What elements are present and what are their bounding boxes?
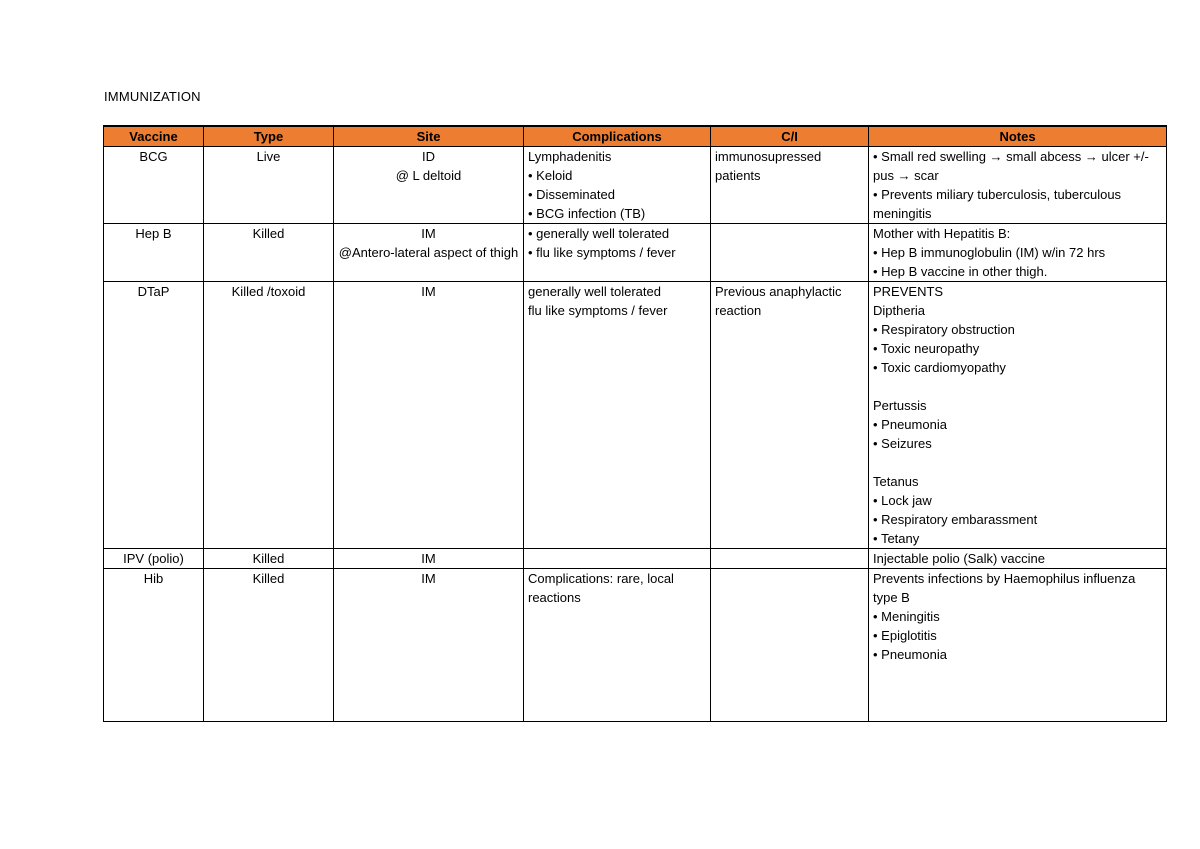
site-line: @ L deltoid — [395, 168, 462, 183]
cell-type: Killed — [204, 224, 334, 282]
complication-bullet: • generally well tolerated — [528, 224, 706, 243]
cell-complications — [524, 282, 711, 549]
cell-ci — [711, 224, 869, 282]
notes-line: Prevents infections by Haemophilus influenza type B — [873, 571, 1136, 605]
cell-site — [334, 549, 524, 569]
cell-type: Killed — [204, 549, 334, 569]
notes-bullet: • Epiglotitis — [873, 626, 1162, 645]
cell-vaccine: Hep B — [104, 224, 204, 282]
site-line: @Antero-lateral aspect of thigh — [338, 245, 519, 260]
header-notes: Notes — [869, 126, 1167, 147]
cell-ci — [711, 549, 869, 569]
cell-site — [334, 282, 524, 549]
cell-notes — [869, 224, 1167, 282]
cell-complications — [524, 549, 711, 569]
document-title: IMMUNIZATION — [104, 89, 201, 104]
notes-bullet: • Prevents miliary tuberculosis, tuberculous meningitis — [873, 185, 1162, 223]
notes-bullet: • Pneumonia — [873, 645, 1162, 664]
notes-spacer — [873, 377, 1162, 396]
cell-ci — [711, 282, 869, 549]
cell-complications — [524, 224, 711, 282]
cell-notes — [869, 569, 1167, 722]
header-complications: Complications — [524, 126, 711, 147]
notes-bullet: • Pneumonia — [873, 415, 1162, 434]
site-line: IM — [421, 226, 436, 241]
cell-vaccine: Hib — [104, 569, 204, 722]
table-row-hib — [104, 569, 1167, 722]
notes-bullet: • Hep B vaccine in other thigh. — [873, 262, 1162, 281]
notes-bullet: • Toxic neuropathy — [873, 339, 1162, 358]
notes-bullet: • Seizures — [873, 434, 1162, 453]
cell-site — [334, 569, 524, 722]
notes-spacer — [873, 453, 1162, 472]
notes-bullet: • Meningitis — [873, 607, 1162, 626]
notes-line: Injectable polio (Salk) vaccine — [873, 551, 1045, 566]
notes-group-name: Diptheria — [873, 303, 926, 318]
notes-group-name: Pertussis — [873, 398, 927, 413]
table-header-row — [104, 126, 1167, 147]
cell-ci — [711, 147, 869, 224]
notes-heading: PREVENTS — [873, 284, 944, 299]
complication-line: generally well tolerated — [528, 284, 661, 299]
ci-line: immunosupressed — [715, 149, 822, 164]
table-row-bcg — [104, 147, 1167, 224]
ci-line: patients — [715, 168, 761, 183]
immunization-table — [103, 125, 1167, 722]
complication-bullet: • BCG infection (TB) — [528, 204, 706, 223]
header-vaccine: Vaccine — [104, 126, 204, 147]
notes-bullet: • Hep B immunoglobulin (IM) w/in 72 hrs — [873, 243, 1162, 262]
site-line: ID — [422, 149, 435, 164]
notes-bullet: • Toxic cardiomyopathy — [873, 358, 1162, 377]
notes-bullet: • Respiratory obstruction — [873, 320, 1162, 339]
cell-notes — [869, 549, 1167, 569]
complication-line: flu like symptoms / fever — [528, 303, 668, 318]
complication-bullet: • Disseminated — [528, 185, 706, 204]
ci-line: Previous anaphylactic — [715, 284, 842, 299]
cell-ci — [711, 569, 869, 722]
ci-line: reaction — [715, 303, 762, 318]
complication-bullet: • flu like symptoms / fever — [528, 243, 706, 262]
header-type: Type — [204, 126, 334, 147]
site-line: IM — [421, 551, 436, 566]
cell-type: Killed — [204, 569, 334, 722]
notes-bullet: • Tetany — [873, 529, 1162, 548]
cell-complications — [524, 147, 711, 224]
notes-line: Mother with Hepatitis B: — [873, 226, 1011, 241]
cell-notes — [869, 147, 1167, 224]
header-ci: C/I — [711, 126, 869, 147]
cell-type: Live — [204, 147, 334, 224]
site-line: IM — [421, 284, 436, 299]
cell-vaccine: BCG — [104, 147, 204, 224]
complication-line: Lymphadenitis — [528, 149, 612, 164]
site-line: IM — [421, 571, 436, 586]
cell-site — [334, 224, 524, 282]
cell-vaccine: DTaP — [104, 282, 204, 549]
cell-notes — [869, 282, 1167, 549]
notes-bullet: • Lock jaw — [873, 491, 1162, 510]
header-site: Site — [334, 126, 524, 147]
cell-vaccine: IPV (polio) — [104, 549, 204, 569]
cell-complications — [524, 569, 711, 722]
table-row-ipv — [104, 549, 1167, 569]
notes-group-name: Tetanus — [873, 474, 919, 489]
complication-bullet: • Keloid — [528, 166, 706, 185]
cell-type: Killed /toxoid — [204, 282, 334, 549]
table-row-dtap — [104, 282, 1167, 549]
notes-bullet: • Respiratory embarassment — [873, 510, 1162, 529]
complication-line: Complications: rare, local reactions — [528, 571, 674, 605]
table-row-hepb — [104, 224, 1167, 282]
cell-site — [334, 147, 524, 224]
notes-bullet: • Small red swelling → small abcess → ulcer +/- pus → scar — [873, 147, 1162, 185]
